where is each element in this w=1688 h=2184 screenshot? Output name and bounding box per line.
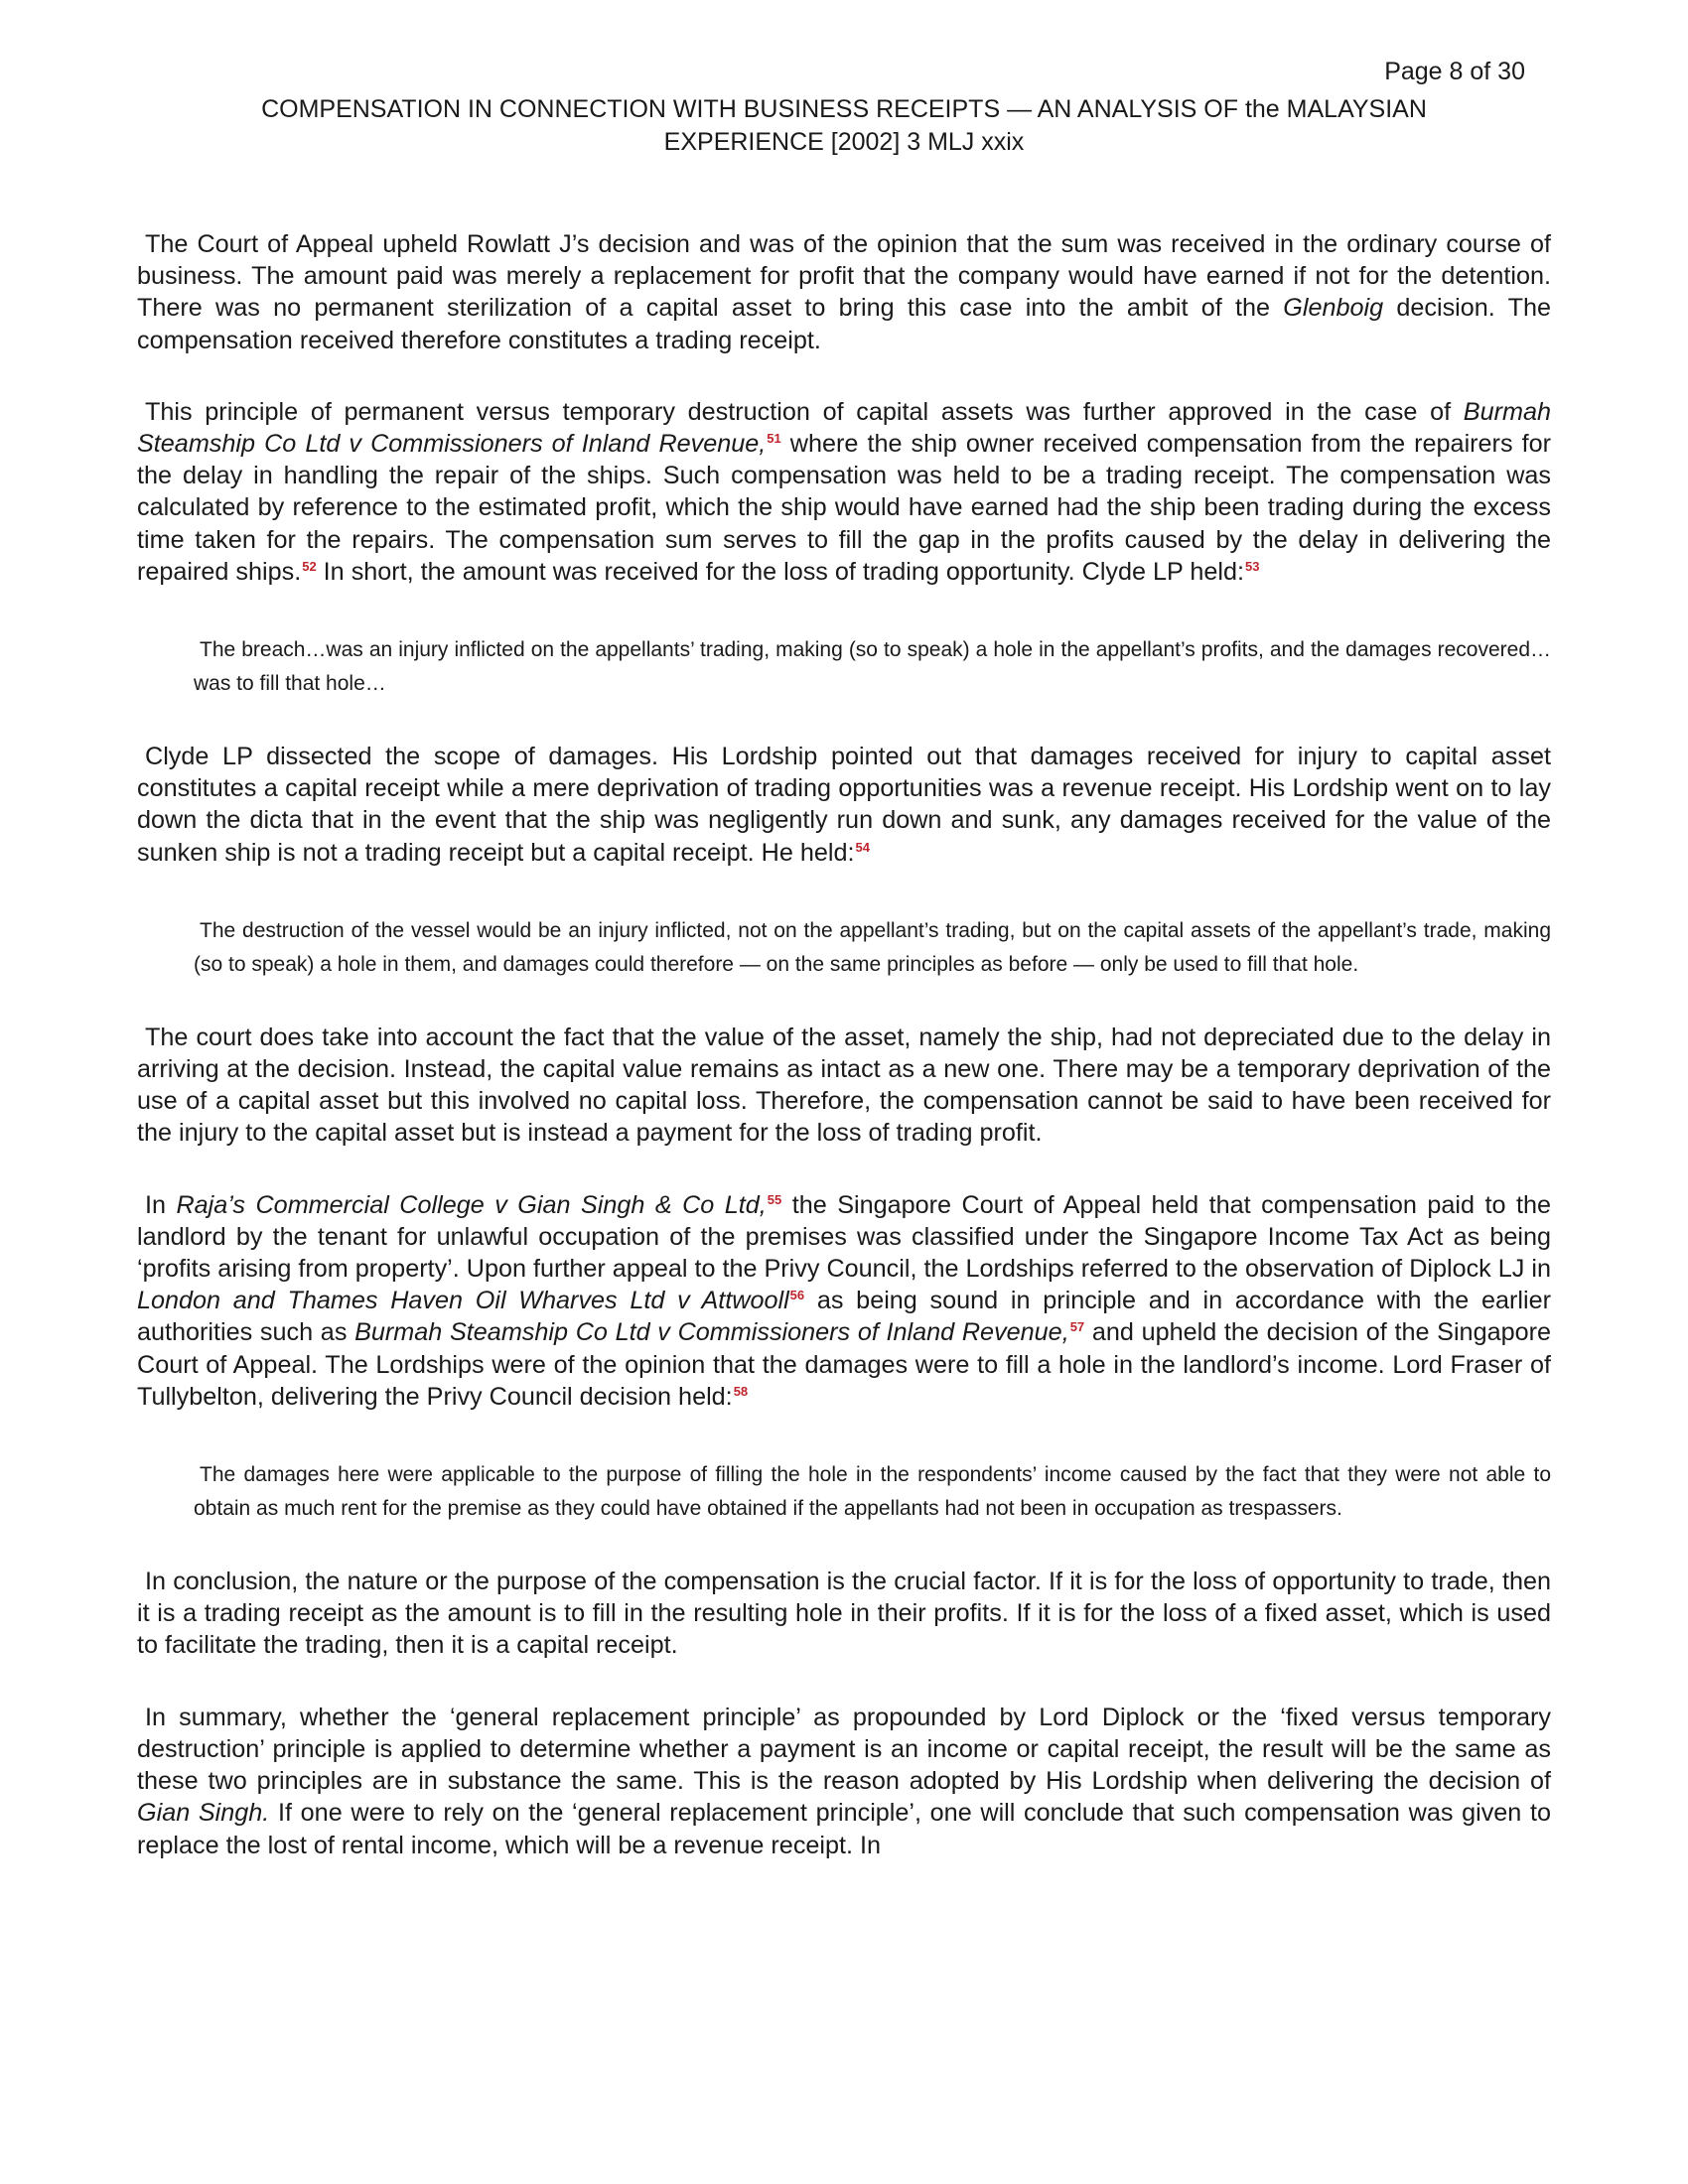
paragraph-text: In summary, whether the ‘general replacement principle’ as propounded by Lord Diplock or the ‘fixed versus temporary destruction’ principle is applied to determine whether a payment is an income or capital receipt, the result will be the same as these two principles are in substance the same. This is the reason adopted by His Lordship when delivering the decision of — [137, 1703, 1551, 1796]
footnote-link[interactable]: 57 — [1069, 1319, 1085, 1335]
footnote-link[interactable]: 53 — [1245, 558, 1260, 574]
paragraph — [137, 396, 1551, 588]
paragraph-text: In — [145, 1190, 177, 1219]
case-citation: Raja’s Commercial College v Gian Singh & Co Ltd, — [176, 1190, 767, 1219]
paragraph-text: decision. The compensation received therefore constitutes a trading receipt. — [137, 294, 1551, 354]
paragraph-text: Clyde LP dissected the scope of damages. His Lordship pointed out that damages received for injury to capital asset constitutes a capital receipt while a mere deprivation of trading opportunities was a revenue receipt. His Lordship went on to lay down the dicta that in the event that the ship was negligently run down and sunk, any damages received for the value of the sunken ship is not a trading receipt but a capital receipt. He held: — [137, 743, 1551, 867]
paragraph — [137, 1189, 1551, 1413]
paragraph — [137, 741, 1551, 869]
paragraph-text: In short, the amount was received for the loss of trading opportunity. Clyde LP held: — [316, 557, 1245, 586]
paragraph-text: as being sound in principle and in accordance with the earlier authorities such as — [137, 1287, 1551, 1347]
footnote-link[interactable]: 51 — [767, 431, 781, 447]
footnote-link[interactable]: 55 — [767, 1191, 782, 1207]
paragraph-text: the Singapore Court of Appeal held that compensation paid to the landlord by the tenant for unlawful occupation of the premises was classified under the Singapore Income Tax Act as being ‘profits arising from property’. Upon further appeal to the Privy Council, the Lordships referred to the observation of Diplock LJ in — [137, 1190, 1551, 1284]
paragraph — [137, 1702, 1551, 1861]
case-citation: Glenboig — [1283, 294, 1384, 323]
document-title-line-2: EXPERIENCE [2002] 3 MLJ xxix — [663, 128, 1025, 156]
page-number: Page 8 of 30 — [1384, 58, 1525, 85]
document-title-line-1: COMPENSATION IN CONNECTION WITH BUSINESS RECEIPTS — AN ANALYSIS OF the MALAYSIAN — [261, 95, 1427, 123]
block-quote: The breach…was an injury inflicted on the appellants’ trading, making (so to speak) a hole in the appellant’s profits, and the damages recovered…was to fill that hole… — [194, 638, 1551, 696]
footnote-link[interactable]: 58 — [733, 1383, 749, 1399]
case-citation: Burmah Steamship Co Ltd v Commissioners of Inland Revenue, — [354, 1318, 1069, 1347]
paragraph-text: The Court of Appeal upheld Rowlatt J’s decision and was of the opinion that the sum was received in the ordinary course of business. The amount paid was merely a replacement for profit that the company would have earned if not for the detention. There was no permanent sterilization of a capital asset to bring this case into the ambit of the — [137, 230, 1551, 323]
paragraph: The court does take into account the fact that the value of the asset, namely the ship, had not depreciated due to the delay in arriving at the decision. Instead, the capital value remains as intact as a new one. There may be a temporary deprivation of the use of a capital asset but this involved no capital loss. Therefore, the compensation cannot be said to have been received for the injury to the capital asset but is instead a payment for the loss of trading profit. — [137, 1023, 1551, 1148]
case-citation: London and Thames Haven Oil Wharves Ltd v Attwooll — [137, 1287, 789, 1315]
paragraph-text: This principle of permanent versus temporary destruction of capital assets was further approved in the case of — [145, 397, 1464, 426]
footnote-link[interactable]: 56 — [789, 1288, 805, 1303]
paragraph-text: where the ship owner received compensation from the repairers for the delay in handling the repair of the ships. Such compensation was held to be a trading receipt. The compensation was calculated by reference to the estimated profit, which the ship would have earned had the ship been trading during the excess time taken for the repairs. The compensation sum serves to fill the gap in the profits caused by the delay in delivering the repaired ships. — [137, 430, 1551, 586]
page-body — [137, 228, 1551, 1901]
paragraph — [137, 228, 1551, 356]
paragraph-text: If one were to rely on the ‘general replacement principle’, one will conclude that such compensation was given to replace the lost of rental income, which will be a revenue receipt. In — [137, 1799, 1552, 1859]
footnote-link[interactable]: 52 — [302, 558, 317, 574]
paragraph-text: and upheld the decision of the Singapore Court of Appeal. The Lordships were of the opinion that the damages were to fill a hole in the landlord’s income. Lord Fraser of Tullybelton, delivering the Privy Council decision held: — [137, 1318, 1551, 1411]
block-quote: The destruction of the vessel would be an injury inflicted, not on the appellant’s trading, but on the capital assets of the appellant’s trade, making (so to speak) a hole in them, and damages could therefore — on the same principles as before — only be used to fill that hole. — [194, 918, 1551, 976]
case-citation: Gian Singh. — [137, 1799, 270, 1828]
paragraph: In conclusion, the nature or the purpose of the compensation is the crucial factor. If it is for the loss of opportunity to trade, then it is a trading receipt as the amount is to fill in the resulting hole in their profits. If it is for the loss of a fixed asset, which is used to facilitate the trading, then it is a capital receipt. — [137, 1568, 1551, 1660]
footnote-link[interactable]: 54 — [855, 839, 870, 855]
case-citation: Burmah Steamship Co Ltd v Commissioners of Inland Revenue, — [137, 397, 1551, 459]
block-quote: The damages here were applicable to the purpose of filling the hole in the respondents’ income caused by the fact that they were not able to obtain as much rent for the premise as they could have obtained if the appellants had not been in occupation as trespassers. — [194, 1463, 1551, 1521]
document-title — [149, 93, 1539, 159]
